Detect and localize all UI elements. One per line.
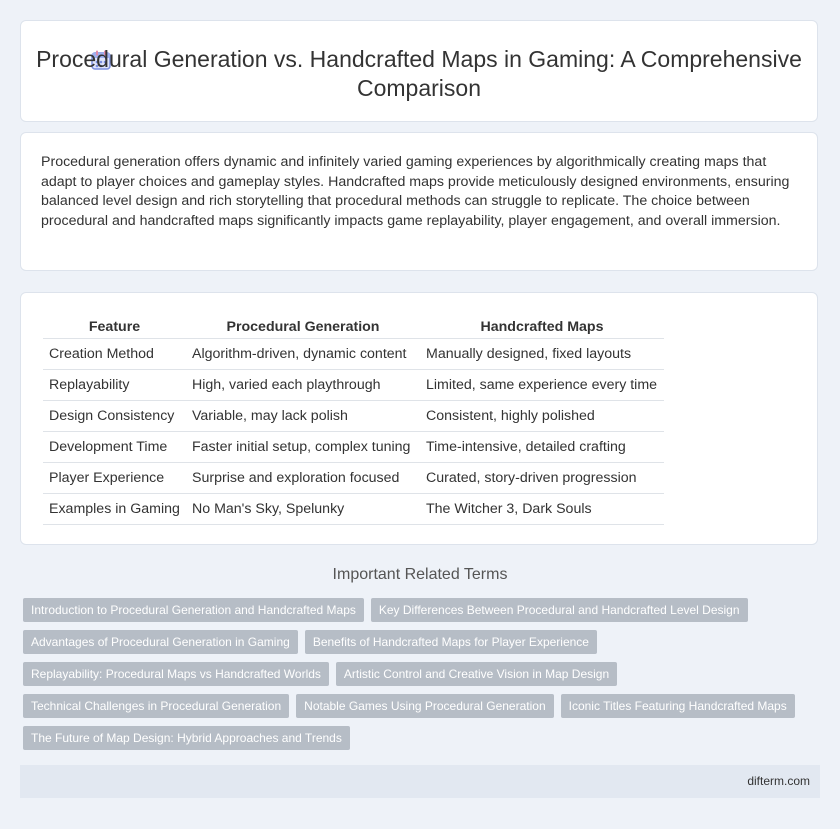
table-cell: Variable, may lack polish [186, 401, 420, 432]
table-row [43, 494, 664, 525]
table-cell: Surprise and exploration focused [186, 463, 420, 494]
table-cell: Design Consistency [43, 401, 186, 432]
intro-paragraph: Procedural generation offers dynamic and infinitely varied gaming experiences by algorithmically creating maps that adapt to player choices and gameplay styles. Handcrafted maps provide meticulously designed environments, ensuring balanced level design and rich storytelling that procedural methods can struggle to replicate. The choice between procedural and handcrafted maps significantly impacts game replayability, player engagement, and overall immersion. [41, 154, 790, 229]
table-cell: Creation Method [43, 339, 186, 370]
table-cell: No Man's Sky, Spelunky [186, 494, 420, 525]
title-card [20, 20, 818, 122]
table-row [43, 339, 664, 370]
table-header-row [43, 315, 664, 339]
table-cell: Replayability [43, 370, 186, 401]
table-cell: Faster initial setup, complex tuning [186, 432, 420, 463]
column-header-handcrafted: Handcrafted Maps [420, 315, 664, 339]
related-term-link[interactable]: Advantages of Procedural Generation in Gaming [23, 630, 298, 654]
comparison-table [43, 315, 664, 525]
column-header-procedural: Procedural Generation [186, 315, 420, 339]
table-row [43, 432, 664, 463]
comparison-card [20, 292, 818, 545]
related-term-link[interactable]: Replayability: Procedural Maps vs Handcrafted Worlds [23, 662, 329, 686]
table-cell: Consistent, highly polished [420, 401, 664, 432]
table-cell: The Witcher 3, Dark Souls [420, 494, 664, 525]
page-title: Procedural Generation vs. Handcrafted Maps in Gaming: A Comprehensive Comparison [36, 46, 802, 101]
table-cell: Algorithm-driven, dynamic content [186, 339, 420, 370]
footer-site-link[interactable]: difterm.com [747, 774, 810, 788]
table-cell: Curated, story-driven progression [420, 463, 664, 494]
related-term-link[interactable]: Iconic Titles Featuring Handcrafted Maps [561, 694, 795, 718]
related-terms-heading: Important Related Terms [332, 566, 508, 583]
related-terms-list [23, 598, 813, 750]
table-cell: Limited, same experience every time [420, 370, 664, 401]
related-term-link[interactable]: Technical Challenges in Procedural Generation [23, 694, 289, 718]
footer-bar [20, 765, 820, 798]
related-term-link[interactable]: Introduction to Procedural Generation and Handcrafted Maps [23, 598, 364, 622]
table-cell: High, varied each playthrough [186, 370, 420, 401]
table-row [43, 463, 664, 494]
table-cell: Player Experience [43, 463, 186, 494]
table-cell: Manually designed, fixed layouts [420, 339, 664, 370]
related-term-link[interactable]: Key Differences Between Procedural and Handcrafted Level Design [371, 598, 748, 622]
related-term-link[interactable]: Notable Games Using Procedural Generation [296, 694, 553, 718]
related-term-link[interactable]: The Future of Map Design: Hybrid Approaches and Trends [23, 726, 350, 750]
related-term-link[interactable]: Benefits of Handcrafted Maps for Player Experience [305, 630, 597, 654]
table-row [43, 370, 664, 401]
column-header-feature: Feature [43, 315, 186, 339]
table-cell: Examples in Gaming [43, 494, 186, 525]
intro-card [20, 132, 818, 271]
table-cell: Development Time [43, 432, 186, 463]
table-row [43, 401, 664, 432]
table-cell: Time-intensive, detailed crafting [420, 432, 664, 463]
related-term-link[interactable]: Artistic Control and Creative Vision in Map Design [336, 662, 617, 686]
